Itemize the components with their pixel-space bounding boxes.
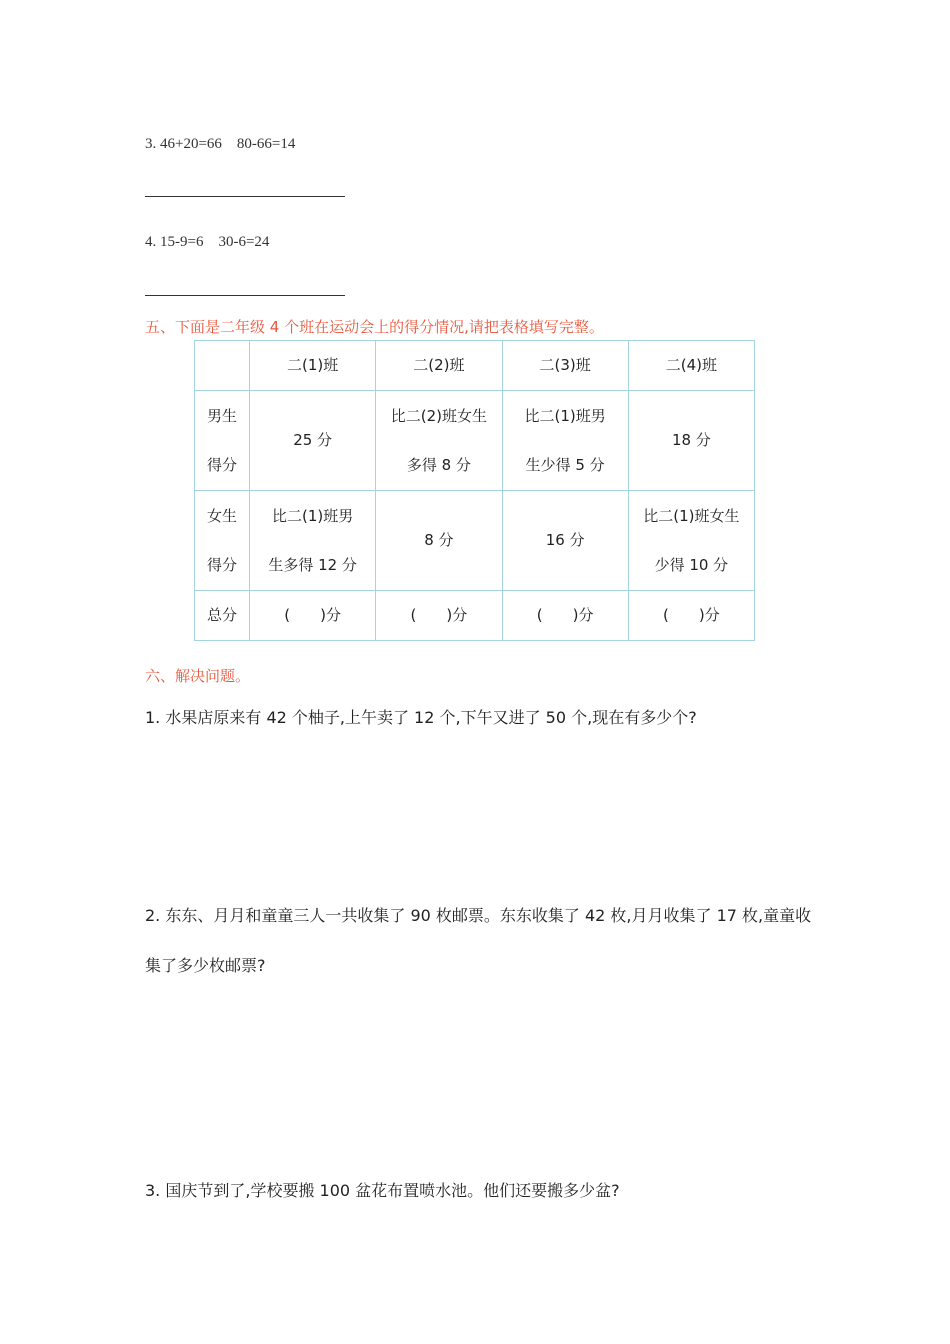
- section-5-heading: 五、下面是二年级 4 个班在运动会上的得分情况,请把表格填写完整。: [145, 318, 604, 336]
- section-6-heading: 六、解决问题。: [145, 667, 251, 685]
- score-table: [194, 340, 755, 641]
- cell-girls-class-3: 16 分: [502, 491, 628, 591]
- total-blank-class-2[interactable]: ( )分: [376, 591, 502, 641]
- row-label-boys: 男生 得分: [195, 391, 250, 491]
- column-header-class-3: 二(3)班: [502, 341, 628, 391]
- row-label-total: 总分: [195, 591, 250, 641]
- table-corner-cell: [195, 341, 250, 391]
- column-header-class-1: 二(1)班: [250, 341, 376, 391]
- problem-1: 1. 水果店原来有 42 个柚子,上午卖了 12 个,下午又进了 50 个,现在有多少个?: [145, 708, 697, 727]
- equation-4: 4. 15-9=6 30-6=24: [145, 234, 270, 250]
- problem-2-line-1: 2. 东东、月月和童童三人一共收集了 90 枚邮票。东东收集了 42 枚,月月收集了 17 枚,童童收: [145, 906, 812, 925]
- answer-line-3[interactable]: [145, 196, 345, 197]
- row-label-girls: 女生 得分: [195, 491, 250, 591]
- cell-boys-class-1: 25 分: [250, 391, 376, 491]
- problem-3: 3. 国庆节到了,学校要搬 100 盆花布置喷水池。他们还要搬多少盆?: [145, 1181, 620, 1200]
- table-row-girls: [195, 491, 755, 591]
- answer-line-4[interactable]: [145, 295, 345, 296]
- column-header-class-2: 二(2)班: [376, 341, 502, 391]
- table-row-boys: [195, 391, 755, 491]
- cell-girls-class-2: 8 分: [376, 491, 502, 591]
- total-blank-class-4[interactable]: ( )分: [628, 591, 754, 641]
- table-row-total: [195, 591, 755, 641]
- problem-2-line-2: 集了多少枚邮票?: [145, 956, 266, 975]
- equation-3: 3. 46+20=66 80-66=14: [145, 136, 296, 152]
- table-header-row: [195, 341, 755, 391]
- cell-girls-class-4: 比二(1)班女生 少得 10 分: [628, 491, 754, 591]
- column-header-class-4: 二(4)班: [628, 341, 754, 391]
- cell-boys-class-2: 比二(2)班女生 多得 8 分: [376, 391, 502, 491]
- total-blank-class-1[interactable]: ( )分: [250, 591, 376, 641]
- cell-girls-class-1: 比二(1)班男 生多得 12 分: [250, 491, 376, 591]
- total-blank-class-3[interactable]: ( )分: [502, 591, 628, 641]
- cell-boys-class-4: 18 分: [628, 391, 754, 491]
- cell-boys-class-3: 比二(1)班男 生少得 5 分: [502, 391, 628, 491]
